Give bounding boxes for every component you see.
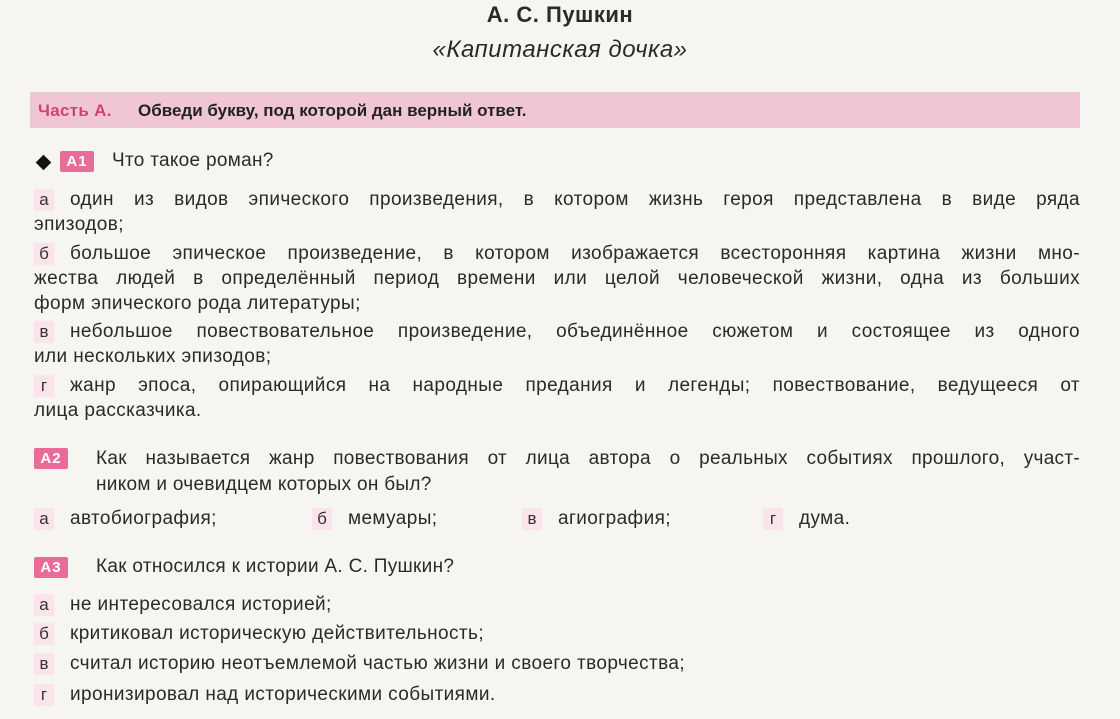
option-line: форм эпического рода литературы;: [34, 293, 361, 314]
option-a3-g-text: иронизировал над историческими событиями.: [70, 684, 496, 705]
option-line: большое эпическое произведение, в котором изображается всесторонняя картина жизни мно-: [70, 243, 1080, 264]
part-instruction: Обведи букву, под которой дан верный ответ.: [138, 101, 527, 120]
option-a2-v-text: агиография;: [558, 508, 671, 529]
part-label: Часть А.: [38, 101, 112, 120]
option-a1-b-letter[interactable]: б: [34, 243, 54, 265]
question-a2-line: Как называется жанр повествования от лица автора о реальных событиях прошлого, участ-: [96, 448, 1080, 469]
option-line: жанр эпоса, опирающийся на народные предания и легенды; повествование, ведущееся от: [70, 375, 1080, 396]
option-line: небольшое повествовательное произведение, объединённое сюжетом и состоящее из одного: [70, 321, 1080, 342]
option-a3-a-letter[interactable]: а: [34, 594, 54, 616]
option-a3-v-letter[interactable]: в: [34, 653, 54, 675]
option-a3-b-text: критиковал историческую действительность;: [70, 623, 485, 644]
option-line: лица рассказчика.: [34, 400, 202, 421]
option-a2-b-letter[interactable]: б: [312, 508, 332, 530]
option-a3-a-text: не интересовался историей;: [70, 594, 332, 615]
question-a1-text: Что такое роман?: [112, 150, 274, 171]
option-a3-g-letter[interactable]: г: [34, 684, 54, 706]
option-line: жества людей в определённый период времени или целой человеческой жизни, одна из больших: [34, 268, 1080, 289]
part-a-banner: [30, 92, 1080, 128]
author-title: А. С. Пушкин: [486, 2, 634, 27]
question-badge-a2: А2: [34, 448, 68, 469]
option-a2-g-text: дума.: [799, 508, 851, 529]
option-a1-g-letter[interactable]: г: [34, 375, 54, 397]
option-line: один из видов эпического произведения, в котором жизнь героя представлена в виде ряда: [70, 189, 1080, 210]
option-a1-a-text: [70, 187, 1080, 212]
work-title: «Капитанская дочка»: [432, 36, 688, 63]
option-a2-a-text: автобиография;: [70, 508, 217, 529]
question-a3-text: Как относился к истории А. С. Пушкин?: [96, 556, 455, 577]
option-line: эпизодов;: [34, 214, 124, 235]
difficulty-diamond-icon: [36, 155, 52, 171]
option-line: или нескольких эпизодов;: [34, 346, 272, 367]
option-a1-a-letter[interactable]: а: [34, 189, 54, 211]
option-a2-a-letter[interactable]: а: [34, 508, 54, 530]
option-a3-b-letter[interactable]: б: [34, 623, 54, 645]
question-badge-a1: А1: [60, 151, 94, 172]
question-a2-line: ником и очевидцем которых он был?: [96, 474, 432, 495]
question-badge-a3: А3: [34, 557, 68, 578]
option-a2-g-letter[interactable]: г: [763, 508, 783, 530]
option-a1-v-letter[interactable]: в: [34, 321, 54, 343]
option-a3-v-text: считал историю неотъемлемой частью жизни и своего творчества;: [70, 653, 686, 674]
option-a2-b-text: мемуары;: [348, 508, 438, 529]
option-a2-v-letter[interactable]: в: [522, 508, 542, 530]
